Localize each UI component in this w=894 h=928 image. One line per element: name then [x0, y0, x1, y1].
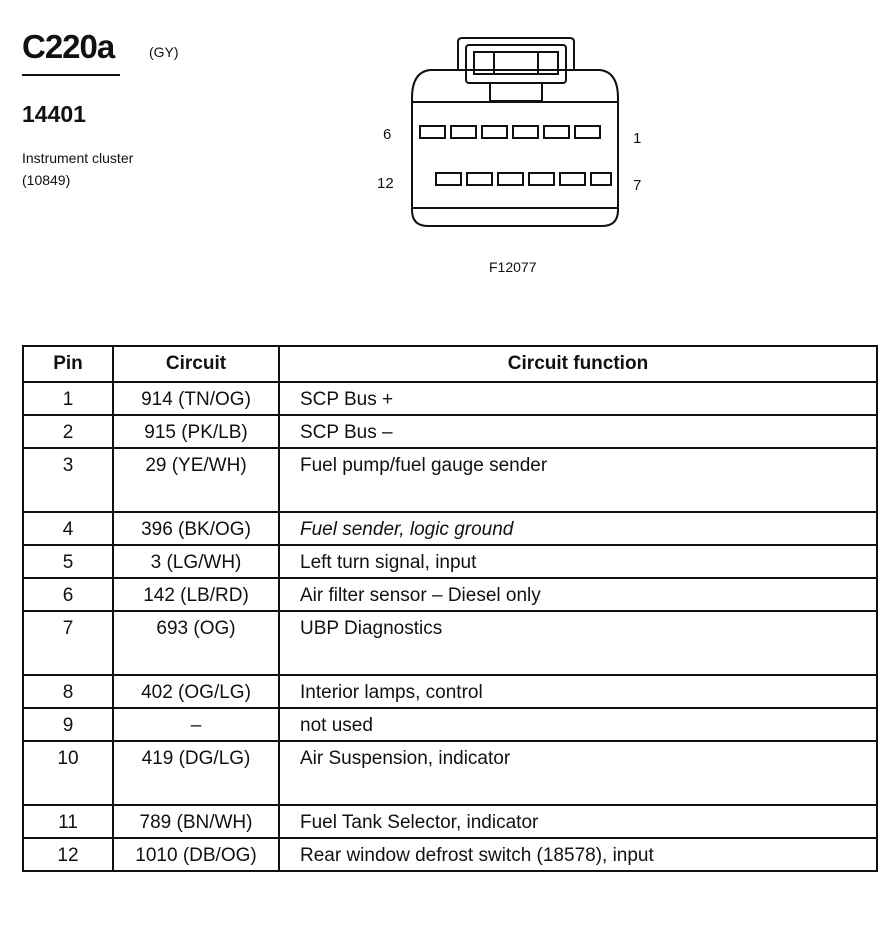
- function-cell: Fuel Tank Selector, indicator: [279, 805, 877, 838]
- table-row: [23, 838, 877, 871]
- figure-id: F12077: [489, 259, 537, 275]
- pinout-table: [22, 345, 878, 872]
- connector-face-drawing: [370, 30, 670, 250]
- component-name: Instrument cluster: [22, 150, 134, 166]
- function-cell: SCP Bus –: [279, 415, 877, 448]
- title-underline: [22, 74, 120, 76]
- header-function: Circuit function: [279, 346, 877, 382]
- table-row: [23, 708, 877, 741]
- circuit-cell: 789 (BN/WH): [113, 805, 279, 838]
- function-cell: SCP Bus +: [279, 382, 877, 415]
- header-circuit: Circuit: [113, 346, 279, 382]
- connector-latch: [458, 38, 574, 70]
- circuit-cell: 419 (DG/LG): [113, 741, 279, 805]
- pin-cell: 7: [23, 611, 113, 675]
- pin-label-12: 12: [377, 175, 394, 192]
- pin-cell: 10: [23, 741, 113, 805]
- table-row: [23, 415, 877, 448]
- circuit-cell: 396 (BK/OG): [113, 512, 279, 545]
- table-header-row: [23, 346, 877, 382]
- connector-color-code: (GY): [149, 44, 179, 60]
- function-cell: Left turn signal, input: [279, 545, 877, 578]
- pin-label-6: 6: [383, 126, 392, 143]
- circuit-cell: 142 (LB/RD): [113, 578, 279, 611]
- connector-body: [412, 70, 618, 226]
- table-row: [23, 448, 877, 512]
- pin-cell: 2: [23, 415, 113, 448]
- circuit-cell: 915 (PK/LB): [113, 415, 279, 448]
- pin-label-7: 7: [633, 177, 642, 194]
- table-row: [23, 675, 877, 708]
- circuit-cell: 1010 (DB/OG): [113, 838, 279, 871]
- pin-label-1: 1: [633, 130, 642, 147]
- part-number: 14401: [22, 101, 86, 127]
- pin-cell: 9: [23, 708, 113, 741]
- function-cell: Fuel sender, logic ground: [279, 512, 877, 545]
- function-cell: Fuel pump/fuel gauge sender: [279, 448, 877, 512]
- header-pin: Pin: [23, 346, 113, 382]
- pin-cell: 5: [23, 545, 113, 578]
- circuit-cell: 914 (TN/OG): [113, 382, 279, 415]
- pin-cell: 4: [23, 512, 113, 545]
- pin-cell: 1: [23, 382, 113, 415]
- pin-cell: 3: [23, 448, 113, 512]
- connector-diagram: [370, 30, 670, 250]
- table-row: [23, 805, 877, 838]
- table-row: [23, 382, 877, 415]
- pin-cell: 6: [23, 578, 113, 611]
- circuit-cell: 29 (YE/WH): [113, 448, 279, 512]
- circuit-cell: 402 (OG/LG): [113, 675, 279, 708]
- component-code: (10849): [22, 172, 71, 188]
- function-cell: UBP Diagnostics: [279, 611, 877, 675]
- function-cell: Air Suspension, indicator: [279, 741, 877, 805]
- function-cell: Interior lamps, control: [279, 675, 877, 708]
- pin-cell: 12: [23, 838, 113, 871]
- circuit-cell: 693 (OG): [113, 611, 279, 675]
- table-row: [23, 578, 877, 611]
- pin-cell: 11: [23, 805, 113, 838]
- table-row: [23, 545, 877, 578]
- circuit-cell: 3 (LG/WH): [113, 545, 279, 578]
- connector-id: C220a: [22, 28, 115, 65]
- table-row: [23, 512, 877, 545]
- table-row: [23, 611, 877, 675]
- circuit-cell: –: [113, 708, 279, 741]
- function-cell: Rear window defrost switch (18578), input: [279, 838, 877, 871]
- table-row: [23, 741, 877, 805]
- function-cell: Air filter sensor – Diesel only: [279, 578, 877, 611]
- pin-cell: 8: [23, 675, 113, 708]
- function-cell: not used: [279, 708, 877, 741]
